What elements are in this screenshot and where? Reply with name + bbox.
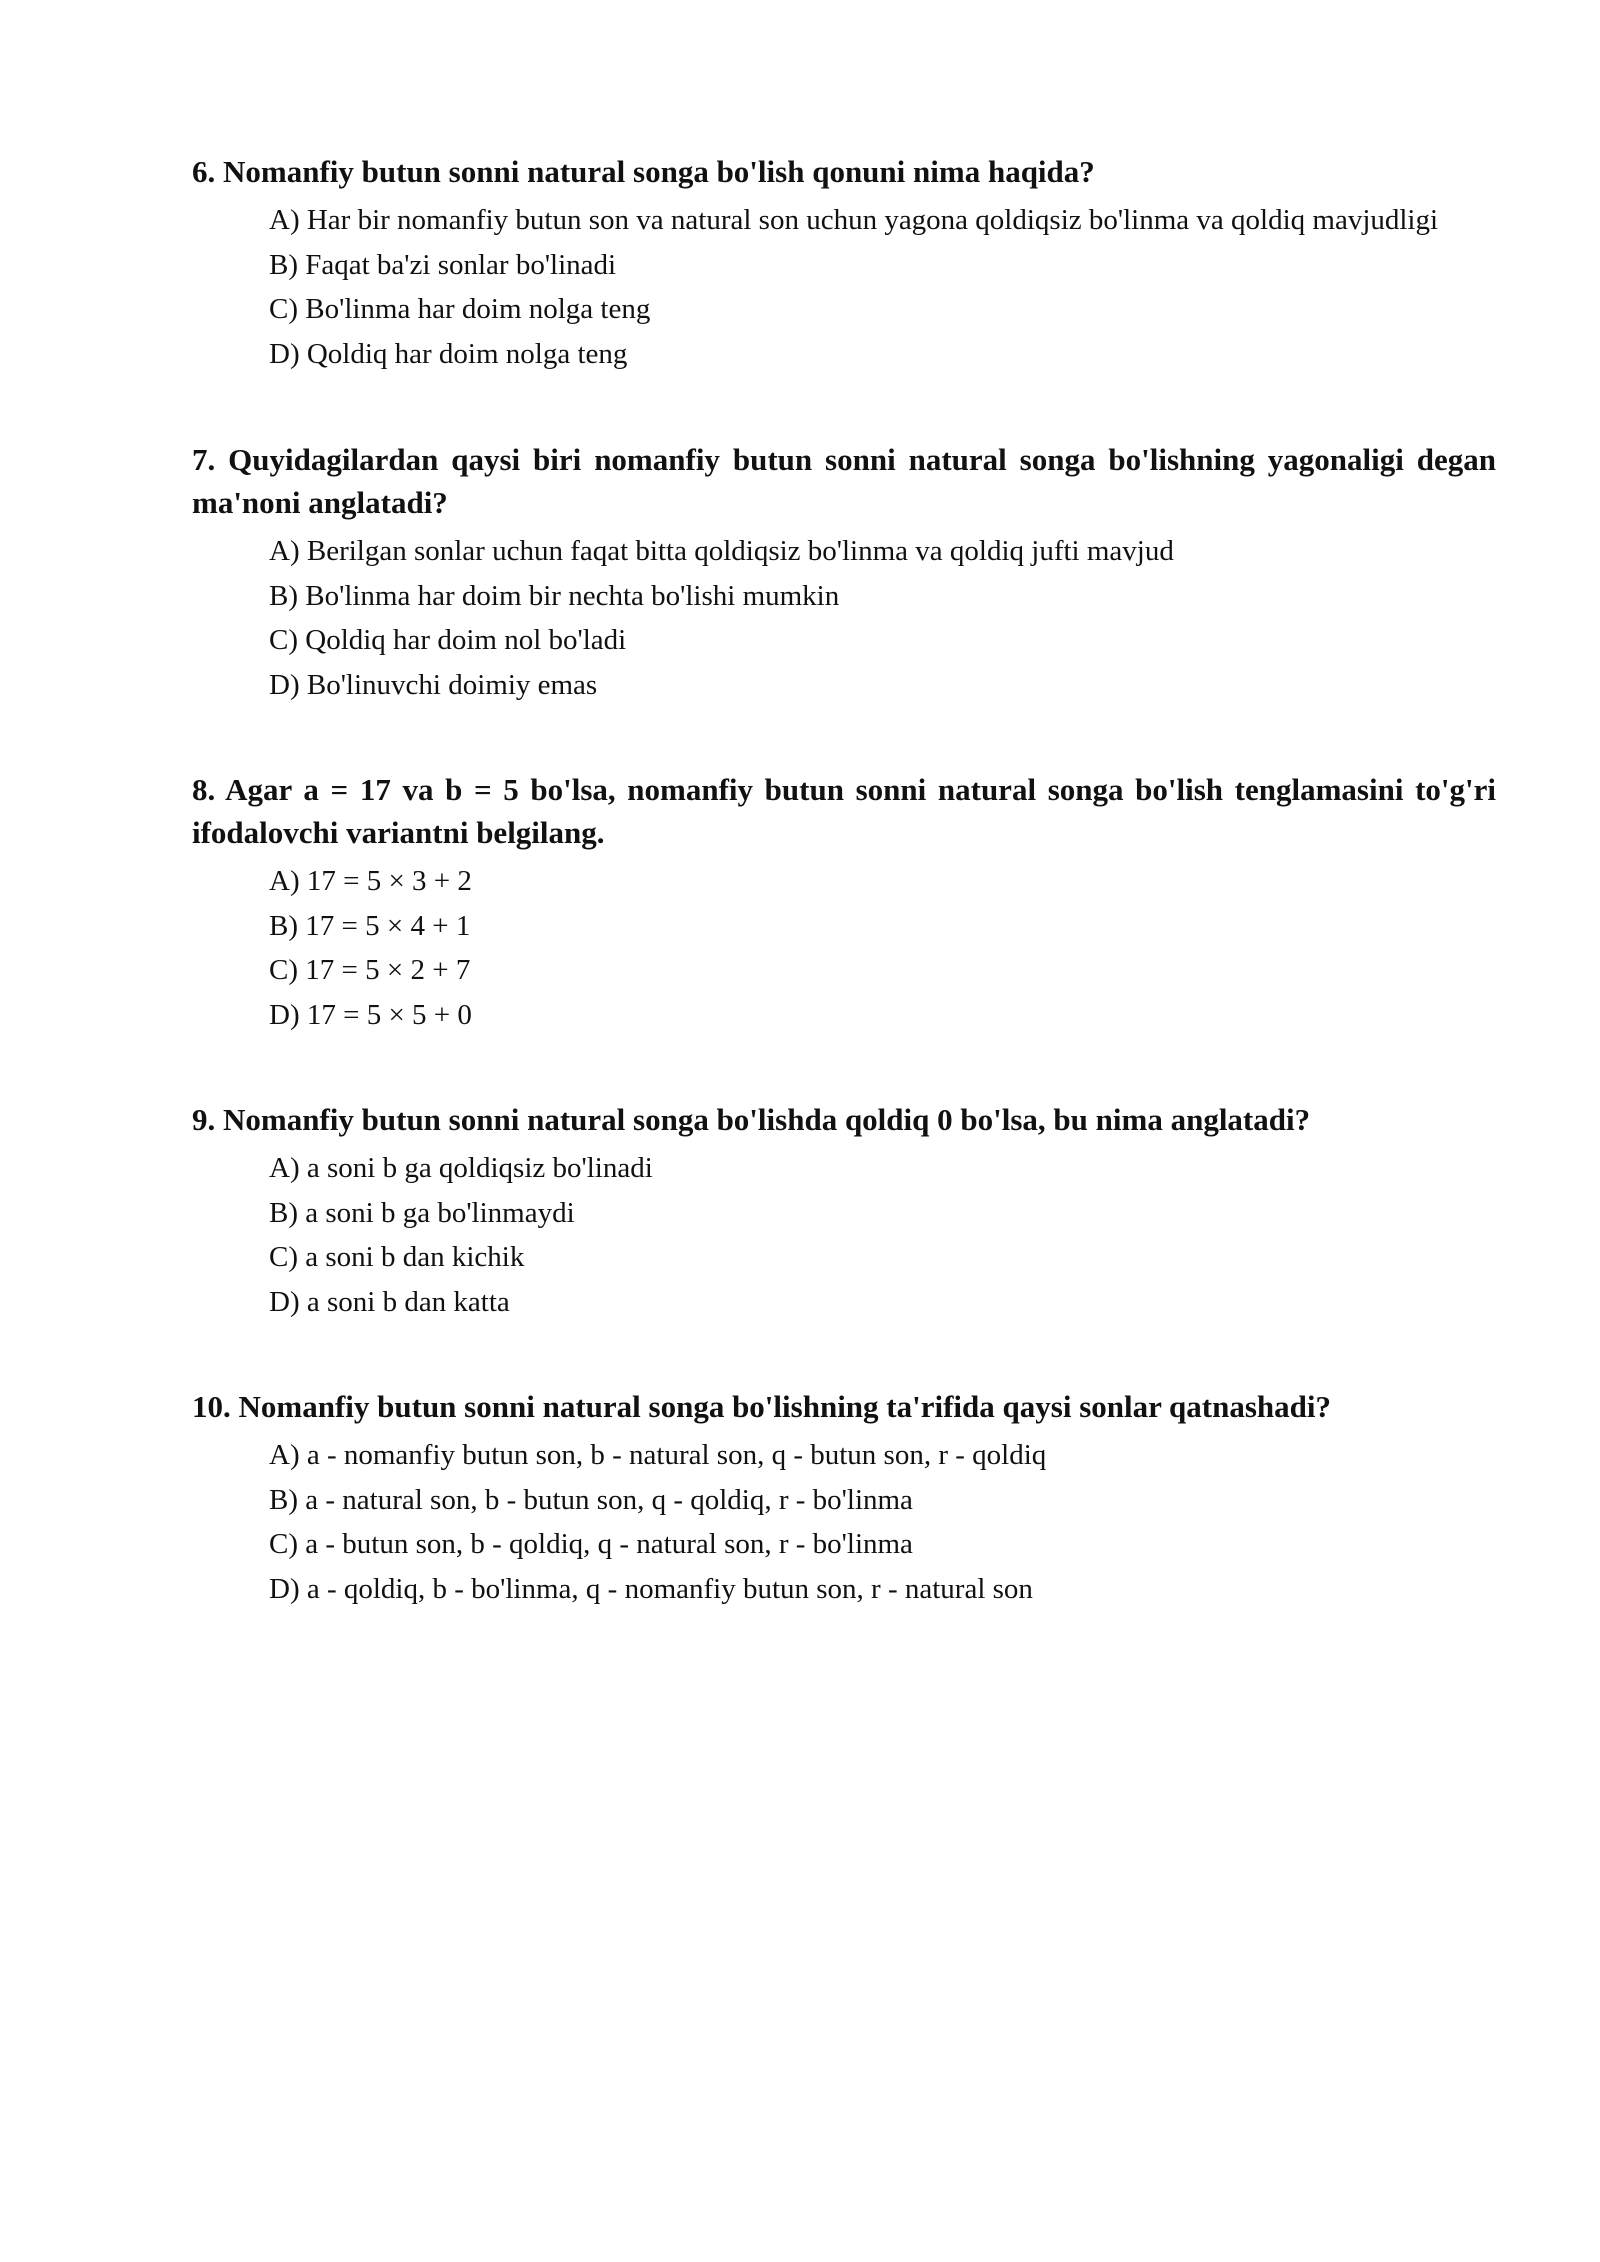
option-a: A) Har bir nomanfiy butun son va natural son uchun yagona qoldiqsiz bo'linma va qoldiq mavjudligi (269, 204, 1439, 236)
option-a: A) a soni b ga qoldiqsiz bo'linadi (269, 1152, 653, 1184)
option-a: A) 17 = 5 × 3 + 2 (269, 865, 472, 897)
question-8 (192, 768, 1496, 1037)
question-10-title: 10. Nomanfiy butun sonni natural songa bo'lishning ta'rifida qaysi sonlar qatnashadi? (192, 1389, 1332, 1424)
option-b: B) a soni b ga bo'linmaydi (269, 1196, 575, 1229)
option-d: D) Bo'linuvchi doimiy emas (269, 668, 598, 701)
option-c: C) a - butun son, b - qoldiq, q - natural son, r - bo'linma (269, 1528, 913, 1561)
question-6-title: 6. Nomanfiy butun sonni natural songa bo'lish qonuni nima haqida? (192, 154, 1095, 189)
question-7-title: 7. Quyidagilardan qaysi biri nomanfiy butun sonni natural songa bo'lishning yagonaligi degan ma'noni anglatadi? (192, 442, 1496, 520)
option-a: A) a - nomanfiy butun son, b - natural son, q - butun son, r - qoldiq (269, 1439, 1047, 1471)
option-a: A) Berilgan sonlar uchun faqat bitta qoldiqsiz bo'linma va qoldiq jufti mavjud (269, 535, 1174, 567)
option-d: D) a soni b dan katta (269, 1285, 510, 1318)
question-6 (192, 150, 1496, 376)
question-7-options (192, 529, 1496, 707)
option-c: C) Qoldiq har doim nol bo'ladi (269, 624, 627, 657)
question-9-title: 9. Nomanfiy butun sonni natural songa bo'lishda qoldiq 0 bo'lsa, bu nima anglatadi? (192, 1102, 1311, 1137)
option-c: C) a soni b dan kichik (269, 1241, 525, 1274)
question-8-options (192, 859, 1496, 1037)
option-b: B) Bo'linma har doim bir nechta bo'lishi mumkin (269, 579, 840, 612)
question-9 (192, 1098, 1496, 1324)
option-c: C) Bo'linma har doim nolga teng (269, 293, 651, 326)
option-d: D) Qoldiq har doim nolga teng (269, 337, 628, 370)
question-9-options (192, 1146, 1496, 1324)
question-8-title: 8. Agar a = 17 va b = 5 bo'lsa, nomanfiy butun sonni natural songa bo'lish tenglamasini to'g'ri ifodalovchi variantni belgilang. (192, 772, 1496, 850)
option-b: B) Faqat ba'zi sonlar bo'linadi (269, 248, 617, 281)
option-c: C) 17 = 5 × 2 + 7 (269, 954, 471, 987)
option-b: B) a - natural son, b - butun son, q - qoldiq, r - bo'linma (269, 1483, 913, 1516)
option-d: D) a - qoldiq, b - bo'linma, q - nomanfiy butun son, r - natural son (269, 1572, 1033, 1605)
question-10-options (192, 1433, 1496, 1611)
option-b: B) 17 = 5 × 4 + 1 (269, 909, 471, 942)
question-6-options (192, 198, 1496, 376)
question-10 (192, 1385, 1496, 1611)
option-d: D) 17 = 5 × 5 + 0 (269, 998, 472, 1031)
question-7 (192, 438, 1496, 707)
